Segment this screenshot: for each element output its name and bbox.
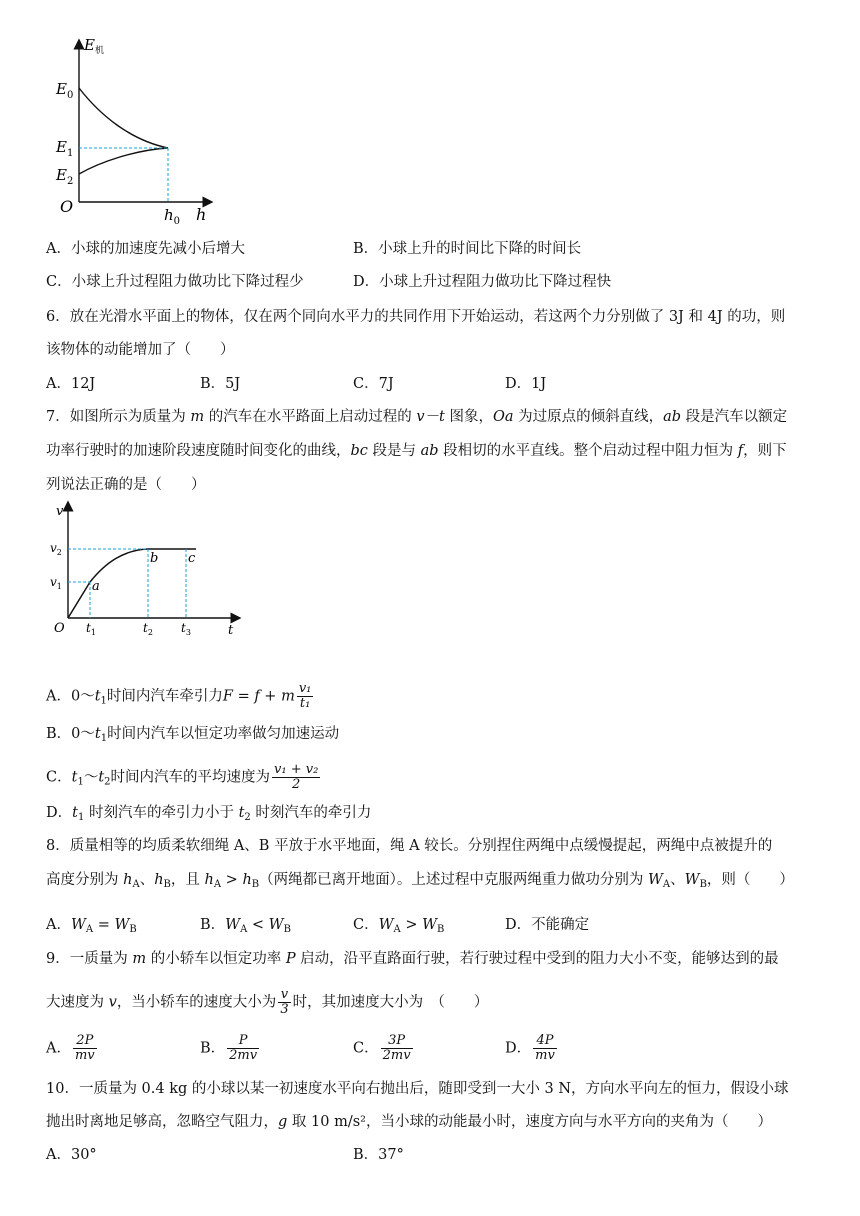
q8-option-a[interactable]: A．$W_A = W_B$ — [46, 917, 137, 935]
velocity-curve — [68, 549, 196, 618]
q8-option-d[interactable]: D．不能确定 — [505, 917, 590, 933]
origin-label: O — [60, 197, 74, 216]
fraction: $\frac{\text{v₁ + v₂}}{2}$ — [274, 762, 319, 792]
fraction: $\frac{4P}{mv}$ — [535, 1033, 555, 1063]
lower-curve — [79, 148, 168, 174]
q5-option-c[interactable]: C．小球上升过程阻力做功比下降过程少 — [46, 274, 304, 290]
q7-option-d[interactable]: D．$t_1$ 时刻汽车的牵引力小于 $t_2$ 时刻汽车的牵引力 — [46, 805, 372, 823]
tick-t3: $t_3$ — [181, 621, 191, 637]
q7-option-b[interactable]: B．$0\sim t_1$时间内汽车以恒定功率做匀加速运动 — [46, 726, 340, 744]
tick-h0: $h_0$ — [164, 206, 181, 227]
fraction: $\frac{v}{3}$ — [280, 987, 289, 1017]
q9-option-b[interactable]: B． $\frac{P}{2mv}$ — [200, 1033, 258, 1063]
q8-stem-line2: 高度分别为 $h_A$、$h_B$，且 $h_A > h_B$（两绳都已离开地面）。上述过程中克服两绳重力做功分别为 $W_A$、$W_B$，则（ ） — [46, 872, 794, 890]
tick-e0: $E_0$ — [56, 80, 74, 101]
q6-option-b[interactable]: B．5J — [200, 376, 241, 392]
q6-option-d[interactable]: D．1J — [505, 376, 547, 392]
fraction: $\frac{2P}{mv}$ — [74, 1033, 95, 1063]
q6-stem-line1: 6．放在光滑水平面上的物体，仅在两个同向水平力的共同作用下开始运动，若这两个力分别做了 3J 和 4J 的功，则 — [46, 309, 786, 325]
q8-option-b[interactable]: B．$W_A < W_B$ — [200, 917, 291, 935]
q9-stem-line1: 9．一质量为 m 的小轿车以恒定功率 P 启动，沿平直路面行驶，若行驶过程中受到的阻力大小不变，能够达到的最 — [46, 951, 779, 967]
fraction: $\frac{3P}{2mv}$ — [382, 1033, 411, 1063]
q6-option-c[interactable]: C．7J — [353, 376, 394, 392]
q8-stem-line1: 8．质量相等的均质柔软细绳 A、B 平放于水平地面，绳 A 较长。分别捏住两绳中点缓慢提起，两绳中点被提升的 — [46, 838, 773, 854]
q7-stem-line3: 列说法正确的是（ ） — [46, 477, 206, 493]
y-axis-label: $E_机$ — [84, 36, 104, 56]
q10-option-a[interactable]: A．30° — [46, 1147, 97, 1163]
fraction: $\frac{P}{2mv}$ — [229, 1033, 258, 1063]
q9-option-d[interactable]: D． $\frac{4P}{mv}$ — [505, 1033, 555, 1063]
q6-option-a[interactable]: A．12J — [46, 376, 96, 392]
upper-curve — [79, 88, 168, 148]
x-axis-label: t — [228, 623, 234, 638]
point-b: b — [150, 551, 159, 566]
q6-stem-line2: 该物体的动能增加了（ ） — [46, 342, 235, 358]
tick-e1: $E_1$ — [56, 138, 74, 159]
q10-option-b[interactable]: B．37° — [353, 1147, 404, 1163]
tick-v2: $v_2$ — [50, 541, 62, 557]
velocity-time-graph — [46, 500, 246, 645]
fraction: $\frac{\text{v₁}}{\text{t₁}}$ — [298, 681, 312, 711]
point-a: a — [92, 579, 100, 594]
origin-label: O — [54, 621, 65, 636]
q8-option-c[interactable]: C．$W_A > W_B$ — [353, 917, 445, 935]
q5-option-b[interactable]: B．小球上升的时间比下降的时间长 — [353, 241, 582, 257]
q10-stem-line1: 10．一质量为 0.4 kg 的小球以某一初速度水平向右抛出后，随即受到一大小 3 N，方向水平向左的恒力，假设小球 — [46, 1081, 789, 1097]
q5-option-d[interactable]: D．小球上升过程阻力做功比下降过程快 — [353, 274, 612, 290]
y-axis-label: v — [56, 504, 64, 519]
q7-stem-line1: 7．如图所示为质量为 m 的汽车在水平路面上启动过程的 v－t 图象，Oa 为过原点的倾斜直线，ab 段是汽车以额定 — [46, 409, 788, 425]
q9-option-a[interactable]: A． $\frac{2P}{mv}$ — [46, 1033, 95, 1063]
q9-stem-line2: 大速度为 v，当小轿车的速度大小为 $\frac{v}{3}$ 时，其加速度大小为 （ ） — [46, 987, 489, 1017]
tick-e2: $E_2$ — [56, 166, 74, 187]
q7-option-a[interactable]: A．$0\sim t_1$时间内汽车牵引力F = f + m $\frac{\text{v₁}}{\text{t₁}}$ — [46, 681, 312, 711]
x-axis-label: h — [196, 205, 207, 224]
q9-option-c[interactable]: C． $\frac{3P}{2mv}$ — [353, 1033, 411, 1063]
tick-t1: $t_1$ — [86, 621, 96, 637]
q10-stem-line2: 抛出时离地足够高，忽略空气阻力，g 取 10 m/s²，当小球的动能最小时，速度方向与水平方向的夹角为（ ） — [46, 1114, 772, 1130]
tick-v1: $v_1$ — [50, 575, 62, 591]
point-c: c — [188, 551, 196, 566]
q5-option-a[interactable]: A．小球的加速度先减小后增大 — [46, 241, 245, 257]
energy-height-graph — [40, 30, 240, 230]
tick-t2: $t_2$ — [143, 621, 153, 637]
q7-stem-line2: 功率行驶时的加速阶段速度随时间变化的曲线，bc 段是与 ab 段相切的水平直线。整个启动过程中阻力恒为 f，则下 — [46, 443, 787, 459]
q7-option-c[interactable]: C．$t_1\sim t_2$时间内汽车的平均速度为 $\frac{\text{v₁ + v₂}}{2}$ — [46, 762, 319, 792]
